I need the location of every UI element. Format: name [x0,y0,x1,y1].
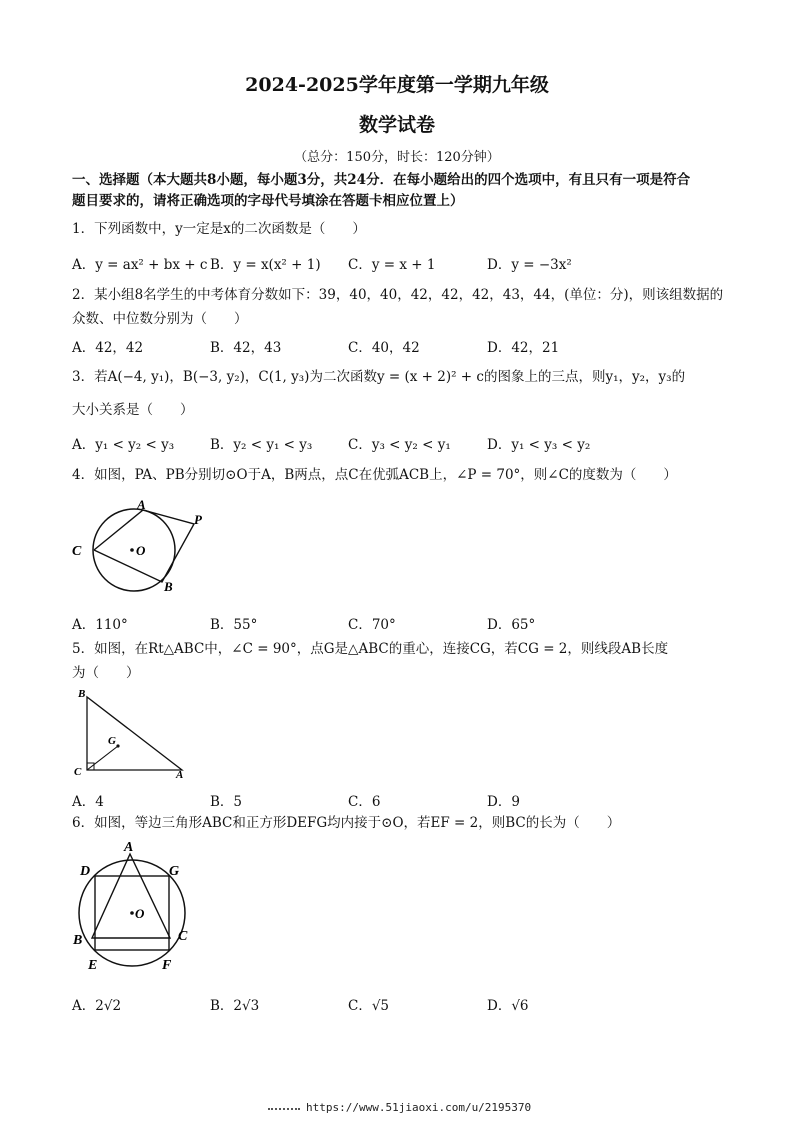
question-3-stem-line2: 大小关系是（ ） [72,402,194,418]
q4-label-b: B [164,579,173,594]
q4-option-c: C．70° [348,617,396,633]
q6-label-o: O [135,906,145,921]
q5-option-a: A．4 [72,794,104,810]
section-heading-line2: 题目要求的，请将正确选项的字母代号填涂在答题卡相应位置上） [72,193,464,209]
q4-label-a: A [137,497,146,512]
footer-decoration [268,1108,300,1114]
q4-center-dot [130,548,134,552]
q5-option-d: D．9 [487,794,520,810]
q3-option-c: C．y₃ < y₂ < y₁ [348,437,451,453]
section-heading-line1: 一、选择题（本大题共8小题，每小题3分，共24分．在每小题给出的四个选项中，有且只有一项是符合 [72,172,691,188]
q6-option-a: A．2√2 [72,998,122,1014]
q1-option-c: C．y = x + 1 [348,257,436,273]
q5-centroid-dot [116,744,119,747]
exam-meta: （总分：150分，时长：120分钟） [294,150,500,165]
question-1-stem: 1．下列函数中，y一定是x的二次函数是（ ） [72,221,366,237]
q4-option-b: B．55° [210,617,258,633]
q3-option-b: B．y₂ < y₁ < y₃ [210,437,313,453]
q5-segment-cg [87,746,118,770]
question-2-stem-line1: 2．某小组8名学生的中考体育分数如下：39，40，40，42，42，42，43，44，(单位：分)，则该组数据的 [72,287,724,303]
q4-label-o: O [136,543,146,558]
q5-label-b: B [78,688,86,700]
q4-option-a: A．110° [72,617,128,633]
q4-label-p: P [194,512,202,527]
q6-label-c: C [178,929,188,944]
q6-label-b: B [73,933,83,948]
q6-label-a: A [124,840,134,855]
q2-option-d: D．42，21 [487,340,560,356]
q6-label-g: G [169,864,180,879]
question-6-stem: 6．如图，等边三角形ABC和正方形DEFG均内接于⊙O，若EF = 2，则BC的长为（ ） [72,815,621,831]
exam-title: 2024-2025学年度第一学期九年级 [245,74,549,96]
q3-option-d: D．y₁ < y₃ < y₂ [487,437,591,453]
q1-option-b: B．y = x(x² + 1) [210,257,321,273]
q4-label-c: C [72,544,82,559]
q1-option-a: A．y = ax² + bx + c [72,257,208,273]
question-3-stem-line1: 3．若A(−4, y₁)，B(−3, y₂)，C(1, y₃)为二次函数y = (x + 2)² + c的图象上的三点，则y₁，y₂，y₃的 [72,369,686,385]
q6-option-d: D．√6 [487,998,529,1014]
exam-subtitle: 数学试卷 [358,114,435,136]
question-2-stem-line2: 众数、中位数分别为（ ） [72,311,248,327]
q2-option-c: C．40，42 [348,340,420,356]
question-5-stem-line2: 为（ ） [72,665,140,681]
q4-circle [93,509,175,591]
q5-label-g: G [108,735,116,747]
q6-label-d: D [80,864,91,879]
q1-option-d: D．y = −3x² [487,257,572,273]
q6-label-e: E [88,958,98,972]
q2-option-b: B．42，43 [210,340,282,356]
q6-label-f: F [162,958,172,972]
q5-option-c: C．6 [348,794,381,810]
question-4-stem: 4．如图，PA、PB分别切⊙O于A，B两点，点C在优弧ACB上，∠P = 70°，则∠C的度数为（ ） [72,467,677,483]
q6-center-dot [130,911,134,915]
q4-option-d: D．65° [487,617,536,633]
q5-label-a: A [176,769,184,781]
q5-figure [70,684,190,782]
q4-figure [66,496,226,600]
q6-option-b: B．2√3 [210,998,260,1014]
q3-option-a: A．y₁ < y₂ < y₃ [72,437,175,453]
q5-option-b: B．5 [210,794,243,810]
q2-option-a: A．42，42 [72,340,144,356]
q5-label-c: C [74,766,82,778]
q6-figure [72,836,202,972]
question-5-stem-line1: 5．如图，在Rt△ABC中，∠C = 90°，点G是△ABC的重心，连接CG，若CG = 2，则线段AB长度 [72,641,669,657]
q6-option-c: C．√5 [348,998,390,1014]
footer-url[interactable]: https://www.51jiaoxi.com/u/2195370 [306,1101,532,1114]
